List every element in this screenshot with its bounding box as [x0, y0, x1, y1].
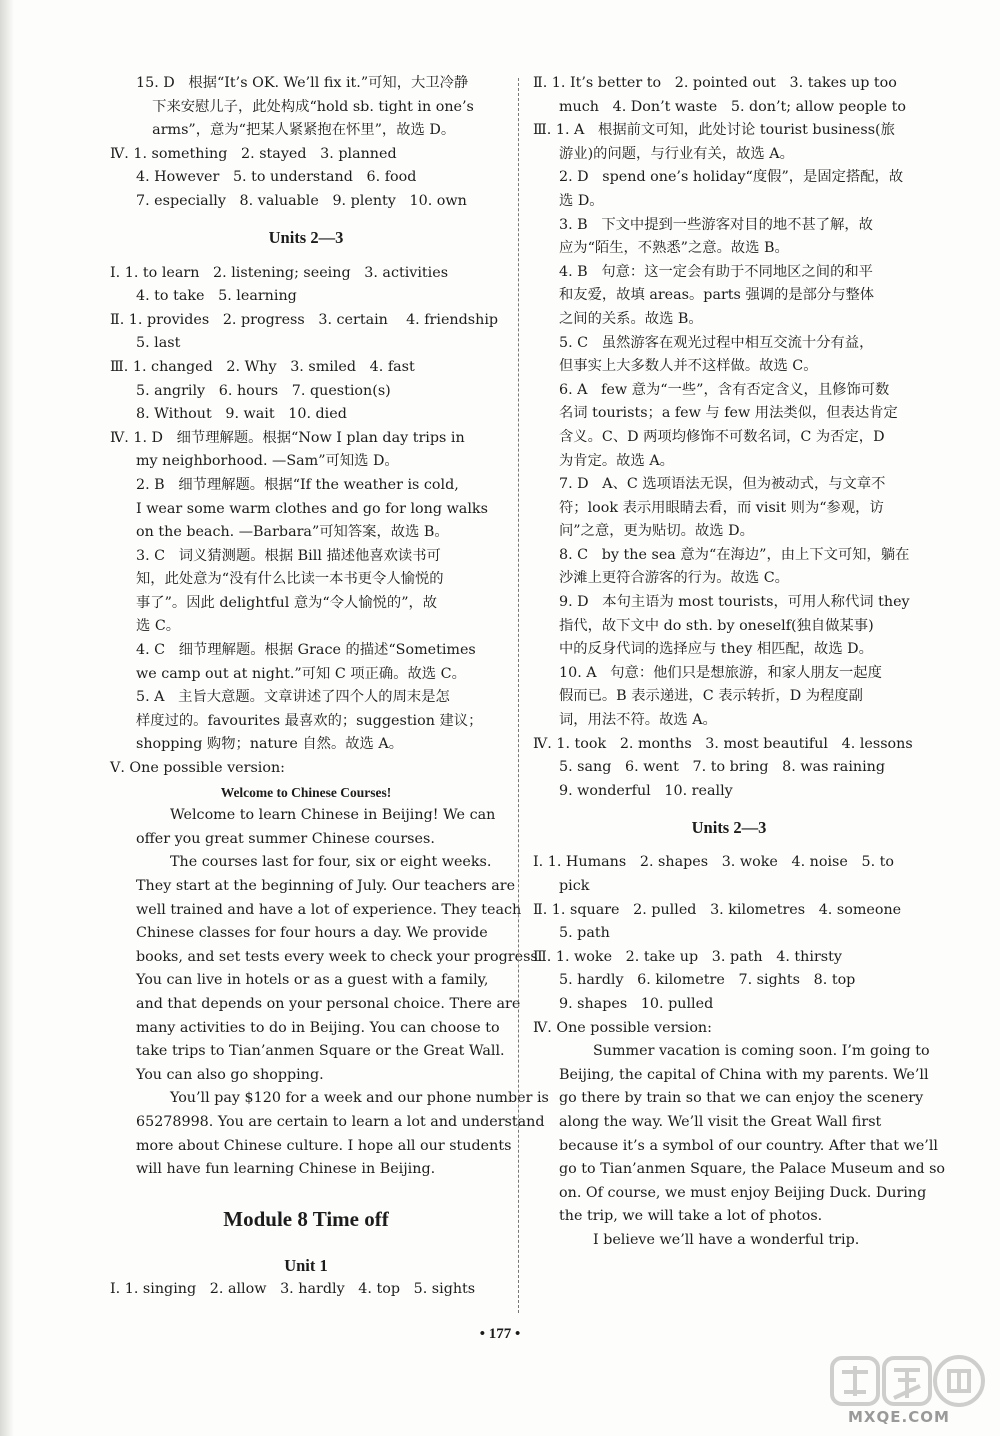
answer-line: 4. B 句意：这一定会有助于不同地区之间的和平: [559, 263, 873, 280]
answer-line: 但事实上大多数人并不这样做。故选 C。: [559, 358, 818, 375]
answer-line: 事了”。因此 delightful 意为“令人愉悦的”，故: [136, 594, 438, 611]
paragraph-line: Summer vacation is coming soon. I’m going to: [593, 1043, 930, 1060]
watermark-text: MXQE.COM: [848, 1408, 950, 1426]
answer-line: because it’s a symbol of our country. After that we’ll: [559, 1137, 938, 1154]
answer-section-line: Ⅱ. 1. square 2. pulled 3. kilometres 4. someone: [533, 901, 902, 918]
answer-line: on. Of course, we must enjoy Beijing Duck. During: [559, 1184, 927, 1201]
answer-line: 下来安慰儿子，此处构成“hold sb. tight in one’s: [134, 98, 474, 115]
answer-line: shopping 购物；nature 自然。故选 A。: [136, 736, 403, 753]
answer-line: 5. angrily 6. hours 7. question(s): [136, 382, 391, 399]
answer-line: 5. hardly 6. kilometre 7. sights 8. top: [559, 972, 856, 989]
answer-section-line: Ⅱ. 1. It’s better to 2. pointed out 3. takes up too: [533, 75, 897, 91]
answer-line: 问”之意，更为贴切。故选 D。: [559, 523, 754, 540]
answer-line: 词，用法不符。故选 A。: [559, 712, 717, 729]
answer-line: 4. C 细节理解题。根据 Grace 的描述“Sometimes: [136, 642, 476, 659]
answer-line: much 4. Don’t waste 5. don’t; allow people to: [559, 98, 907, 115]
answer-line: You can also go shopping.: [136, 1066, 324, 1083]
answer-line: 指代，故下文中 do sth. by oneself(独自做某事): [559, 617, 874, 634]
answer-line: 符；look 表示用眼睛去看，而 visit 则为“参观，访: [559, 499, 884, 516]
answer-line: arms”，意为“把某人紧紧抱在怀里”，故选 D。: [134, 122, 456, 139]
answer-line: 3. B 下文中提到一些游客对目的地不甚了解，故: [559, 216, 873, 233]
answer-line: 4. However 5. to understand 6. food: [136, 169, 417, 186]
answer-section-line: Ⅳ. One possible version:: [533, 1019, 712, 1036]
answer-line: 5. A 主旨大意题。文章讲述了四个人的周末是怎: [136, 689, 450, 706]
answer-line: 5. path: [559, 925, 610, 942]
paragraph-line: I believe we’ll have a wonderful trip.: [593, 1231, 860, 1248]
answer-line: go to Tian’anmen Square, the Palace Museum and so: [559, 1161, 946, 1178]
answer-section-line: Ⅲ. 1. changed 2. Why 3. smiled 4. fast: [110, 358, 415, 375]
answer-line: 5. C 虽然游客在观光过程中相互交流十分有益，: [559, 334, 874, 351]
answer-line: 2. B 细节理解题。根据“If the weather is cold,: [136, 476, 459, 493]
answer-line: 8. Without 9. wait 10. died: [136, 406, 347, 423]
section-heading: Units 2—3: [691, 817, 767, 837]
answer-line: 游业)的问题，与行业有关，故选 A。: [559, 145, 794, 162]
answer-line: offer you great summer Chinese courses.: [136, 830, 435, 847]
answer-line: 选 D。: [559, 192, 604, 209]
answer-line: take trips to Tian’anmen Square or the Great Wall.: [136, 1043, 505, 1060]
answer-line: I wear some warm clothes and go for long walks: [136, 500, 488, 517]
answer-line: 知，此处意为“没有什么比读一本书更令人愉悦的: [136, 571, 444, 588]
answer-line: many activities to do in Beijing. You can choose to: [136, 1019, 500, 1036]
answer-line: 9. wonderful 10. really: [559, 782, 733, 799]
answer-section-line: Ⅰ. 1. singing 2. allow 3. hardly 4. top 5. sights: [110, 1280, 476, 1297]
answer-line: 7. D A、C 选项语法无误，但为被动式，与文章不: [559, 476, 886, 493]
answer-section-line: Ⅲ. 1. A 根据前文可知，此处讨论 tourist business(旅: [533, 122, 895, 139]
answer-line: 中的反身代词的选择应与 they 相匹配，故选 D。: [559, 641, 873, 658]
answer-section-line: Ⅴ. One possible version:: [110, 760, 285, 777]
answer-line: 应为“陌生，不熟悉”之意。故选 B。: [559, 240, 789, 257]
answer-line: Chinese classes for four hours a day. We provide: [136, 925, 488, 942]
answer-section-line: Ⅳ. 1. took 2. months 3. most beautiful 4. lessons: [533, 735, 913, 752]
answer-section-line: Ⅲ. 1. woke 2. take up 3. path 4. thirsty: [533, 948, 842, 965]
answer-line: more about Chinese culture. I hope all our students: [136, 1137, 512, 1154]
answer-line: 10. A 句意：他们只是想旅游，和家人朋友一起度: [559, 664, 882, 681]
answer-line: They start at the beginning of July. Our teachers are: [136, 878, 516, 894]
answer-line: 名词 tourists；a few 与 few 用法类似，但表达肯定: [559, 405, 898, 422]
answer-line: 5. last: [136, 335, 181, 352]
left-column: [110, 72, 549, 1301]
paragraph-line: Welcome to learn Chinese in Beijing! We can: [170, 807, 496, 824]
answer-line: 含义。C、D 两项均修饰不可数名词，C 为否定，D: [559, 428, 885, 445]
answer-section-line: Ⅰ. 1. Humans 2. shapes 3. woke 4. noise 5. to: [533, 854, 895, 871]
answer-line: 选 C。: [136, 618, 181, 635]
answer-line: 2. D spend one’s holiday“度假”，是固定搭配，故: [559, 169, 904, 186]
answer-section-line: Ⅳ. 1. D 细节理解题。根据“Now I plan day trips in: [110, 429, 465, 446]
module-heading: Module 8 Time off: [223, 1207, 389, 1232]
answer-line: well trained and have a lot of experience. They teach: [136, 901, 522, 918]
answer-line: 9. shapes 10. pulled: [559, 995, 714, 1012]
answer-line: 15. D 根据“It’s OK. We’ll fix it.”可知，大卫冷静: [136, 75, 469, 91]
unit-heading: Unit 1: [284, 1256, 328, 1276]
answer-section-line: Ⅱ. 1. provides 2. progress 3. certain 4. friendship: [110, 311, 499, 328]
column-divider: [518, 78, 519, 1313]
answer-line: we camp out at night.”可知 C 项正确。故选 C。: [136, 665, 466, 682]
answer-line: 沙滩上更符合游客的行为。故选 C。: [559, 570, 789, 587]
paragraph-line: The courses last for four, six or eight weeks.: [170, 854, 492, 871]
paragraph-line: You’ll pay $120 for a week and our phone number is: [170, 1090, 549, 1107]
answer-line: books, and set tests every week to check your progress.: [136, 948, 543, 965]
answer-line: 3. C 词义猜测题。根据 Bill 描述他喜欢读书可: [136, 547, 441, 564]
answer-line: 和友爱，故填 areas。parts 强调的是部分与整体: [559, 287, 875, 304]
section-heading: Units 2—3: [268, 227, 344, 247]
answer-section-line: Ⅳ. 1. something 2. stayed 3. planned: [110, 145, 397, 162]
essay-title: Welcome to Chinese Courses!: [220, 784, 392, 800]
answer-line: 4. to take 5. learning: [136, 288, 297, 305]
answer-line: will have fun learning Chinese in Beijing.: [136, 1161, 436, 1178]
answer-line: Beijing, the capital of China with my parents. We’ll: [559, 1066, 929, 1083]
answer-line: 样度过的。favourites 最喜欢的；suggestion 建议；: [136, 712, 483, 729]
answer-line: 6. A few 意为“一些”，含有否定含义，且修饰可数: [559, 381, 890, 398]
answer-line: 之间的关系。故选 B。: [559, 310, 703, 327]
answer-line: on the beach. —Barbara”可知答案，故选 B。: [136, 524, 449, 541]
answer-line: 8. C by the sea 意为“在海边”，由上下文可知，躺在: [559, 546, 910, 563]
answer-line: 假而已。B 表示递进，C 表示转折，D 为程度副: [559, 688, 863, 705]
answer-line: along the way. We’ll visit the Great Wall first: [559, 1113, 882, 1130]
page-edge-shadow: [0, 0, 14, 1436]
answer-section-line: Ⅰ. 1. to learn 2. listening; seeing 3. activities: [110, 264, 449, 281]
page-number: • 177 •: [479, 1326, 521, 1342]
answer-line: 65278998. You are certain to learn a lot and understand: [136, 1113, 545, 1130]
answer-line: 5. sang 6. went 7. to bring 8. was raining: [559, 759, 886, 776]
right-column: [533, 72, 946, 1253]
answer-line: 为肯定。故选 A。: [559, 452, 674, 469]
answer-line: go there by train so that we can enjoy the scenery: [559, 1090, 924, 1107]
answer-line: You can live in hotels or as a guest with a family,: [136, 972, 489, 989]
answer-line: and that depends on your personal choice. There are: [136, 995, 521, 1012]
answer-line: pick: [559, 878, 590, 894]
answer-line: 9. D 本句主语为 most tourists，可用人称代词 they: [559, 594, 910, 611]
answer-line: the trip, we will take a lot of photos.: [559, 1208, 823, 1225]
answer-line: 7. especially 8. valuable 9. plenty 10. own: [136, 192, 467, 209]
answer-line: my neighborhood. —Sam”可知选 D。: [136, 453, 399, 470]
